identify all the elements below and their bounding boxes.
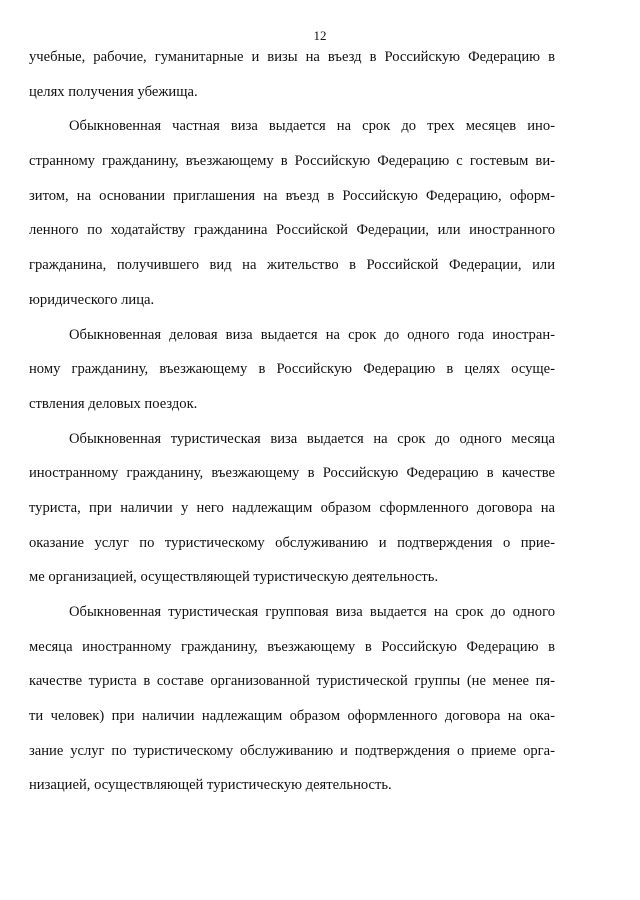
text-line: иностранному гражданину, въезжающему в Российскую Федерацию в качестве: [29, 465, 555, 482]
paragraph-tourist-visa: [29, 422, 555, 595]
text-line: странному гражданину, въезжающему в Российскую Федерацию с гостевым ви-: [29, 153, 555, 170]
paragraph-visa-types: [29, 40, 555, 109]
text-line: ному гражданину, въезжающему в Российскую Федерацию в целях осуще-: [29, 361, 555, 378]
text-line: зание услуг по туристическому обслуживанию и подтверждения о приеме орга-: [29, 742, 555, 759]
text-line: ме организацией, осуществляющей туристическую деятельность.: [29, 569, 439, 586]
text-line: Обыкновенная деловая виза выдается на срок до одного года иностран-: [69, 326, 555, 343]
text-line: гражданина, получившего вид на жительство в Российской Федерации, или: [29, 257, 555, 274]
text-line: учебные, рабочие, гуманитарные и визы на въезд в Российскую Федерацию в: [29, 49, 555, 65]
text-line: зитом, на основании приглашения на въезд в Российскую Федерацию, оформ-: [29, 187, 555, 204]
text-line: качестве туриста в составе организованной туристической группы (не менее пя-: [29, 673, 555, 690]
text-line: юридического лица.: [29, 291, 155, 308]
text-line: целях получения убежища.: [29, 83, 198, 100]
text-line: туриста, при наличии у него надлежащим образом сформленного договора на: [29, 499, 555, 516]
text-line: Обыкновенная частная виза выдается на срок до трех месяцев ино-: [69, 118, 555, 135]
text-line: ленного по ходатайству гражданина Российской Федерации, или иностранного: [29, 222, 555, 239]
text-line: ти человек) при наличии надлежащим образом оформленного договора на ока-: [29, 708, 555, 725]
page-number: 12: [313, 28, 327, 43]
document-body: [29, 40, 555, 803]
paragraph-group-tourist-visa: [29, 595, 555, 803]
text-line: низацией, осуществляющей туристическую деятельность.: [29, 777, 392, 794]
paragraph-business-visa: [29, 318, 555, 422]
text-line: месяца иностранному гражданину, въезжающему в Российскую Федерацию в: [29, 638, 555, 655]
text-line: оказание услуг по туристическому обслуживанию и подтверждения о прие-: [29, 534, 555, 551]
text-line: ствления деловых поездок.: [29, 395, 198, 412]
paragraph-private-visa: [29, 109, 555, 317]
text-line: Обыкновенная туристическая групповая виза выдается на срок до одного: [69, 604, 555, 620]
text-line: Обыкновенная туристическая виза выдается на срок до одного месяца: [69, 430, 555, 447]
